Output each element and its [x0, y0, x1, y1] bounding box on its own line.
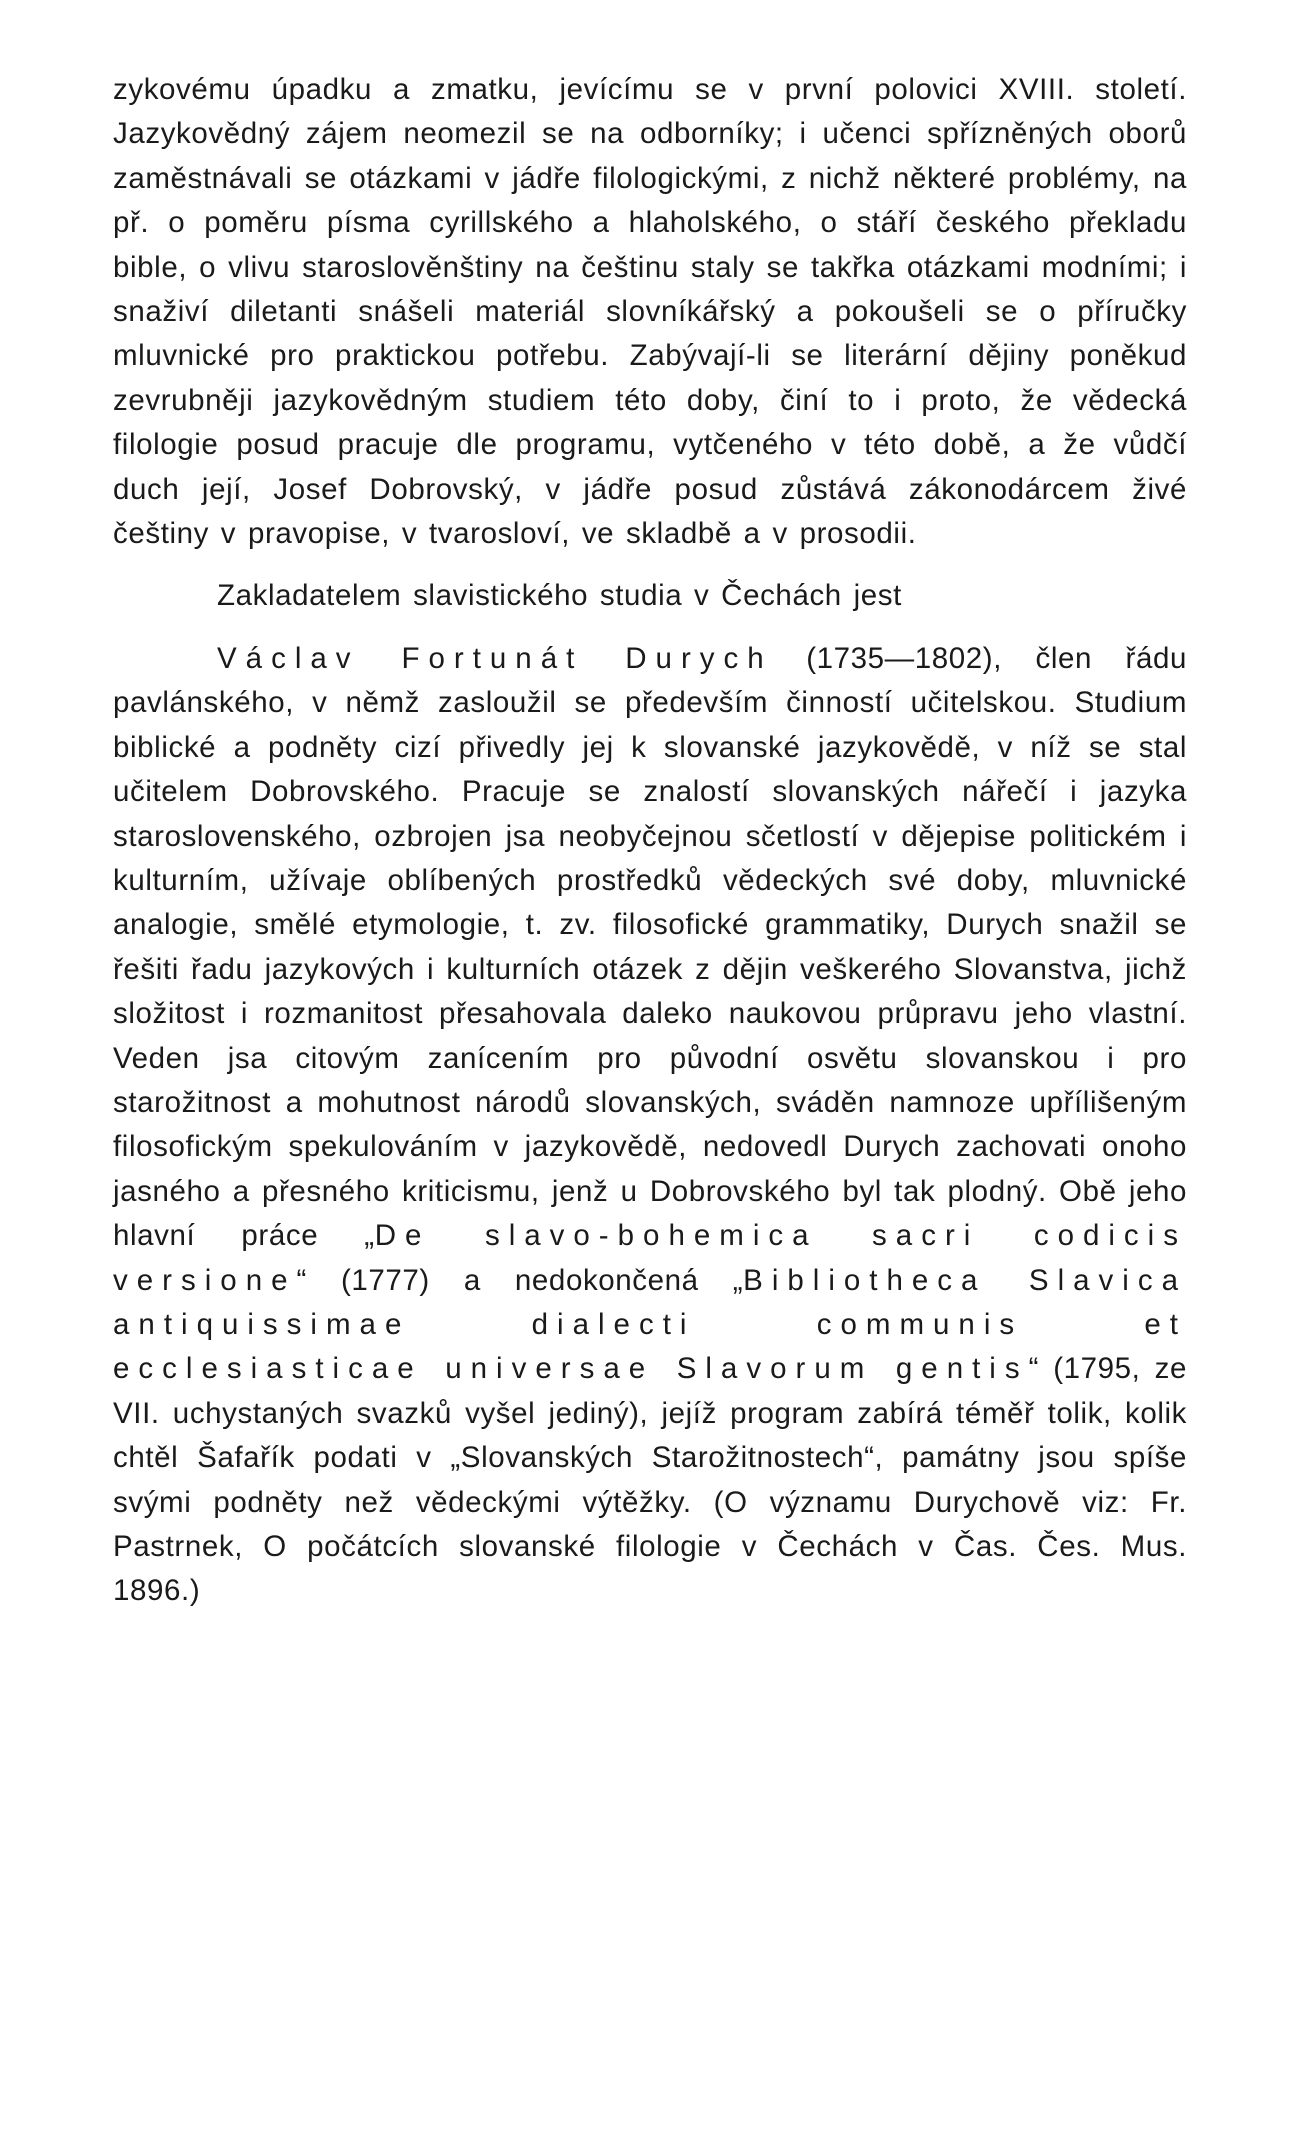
work-title-1: De slavo-bohemica sacri codicis versione: [113, 1219, 1187, 1297]
work-title-2: Bibliotheca Slavica antiquissimae dialecti communis et ecclesiasticae universae Slavorum gentis: [113, 1263, 1187, 1386]
paragraph-heading: [113, 574, 1187, 618]
durych-text-2: “ (1777) a nedokončená „: [296, 1263, 744, 1297]
author-name-spaced: Václav Fortunát Durych: [217, 641, 773, 675]
durych-text-3: “ (1795, ze VII. uchystaných svazků vyšel jediný), jejíž program zabírá téměř tolik, kolik chtěl Šafařík podati v „Slovanských Starožitnostech“, památny jsou spíše svými podněty než vědeckými výtěžky. (O významu Durychově viz: Fr. Pastrnek, O počátcích slovanské filologie v Čechách v Čas. Čes. Mus. 1896.): [113, 1352, 1187, 1608]
paragraph-intro: [113, 68, 1187, 556]
paragraph-durych: [113, 637, 1187, 1614]
heading-text: Zakladatelem slavistického studia v Čechách jest: [217, 579, 902, 613]
paragraph-intro-text: zykovému úpadku a zmatku, jevícímu se v první polovici XVIII. století. Jazykovědný zájem neomezil se na odborníky; i učenci spřízněných oborů zaměstnávali se otázkami v jádře filologickými, z nichž některé problémy, na př. o poměru písma cyrillského a hlaholského, o stáří českého překladu bible, o vlivu staroslověnštiny na češtinu staly se takřka otázkami modními; i snaživí diletanti snášeli materiál slovníkářský a pokoušeli se o příručky mluvnické pro praktickou potřebu. Zabývají-li se literární dějiny poněkud zevrubněji jazykovědným studiem této doby, činí to i proto, že vědecká filologie posud pracuje dle programu, vytčeného v této době, a že vůdčí duch její, Josef Dobrovský, v jádře posud zůstává zákonodárcem živé češtiny v pravopise, v tvarosloví, ve skladbě a v prosodii.: [113, 73, 1187, 551]
durych-text-1: (1735—1802), člen řádu pavlánského, v němž zasloužil se především činností učitelskou. Studium biblické a podněty cizí přivedly jej k slovanské jazykovědě, v níž se stal učitelem Dobrovského. Pracuje se znalostí slovanských nářečí i jazyka staroslovenského, ozbrojen jsa neobyčejnou sčetlostí v dějepise politickém i kulturním, užívaje oblíbených prostředků vědeckých své doby, mluvnické analogie, smělé etymologie, t. zv. filosofické grammatiky, Durych snažil se řešiti řadu jazykových i kulturních otázek z dějin veškerého Slovanstva, jichž složitost i rozmanitost přesahovala daleko naukovou průpravu jeho vlastní. Veden jsa citovým zanícením pro původní osvětu slovanskou i pro starožitnost a mohutnost národů slovanských, sváděn namnoze upřílišeným filosofickým spekulováním v jazykovědě, nedovedl Durych zachovati onoho jasného a přesného kriticismu, jenž u Dobrovského byl tak plodný. Obě jeho hlavní práce „: [113, 641, 1187, 1253]
document-page: [113, 68, 1187, 1614]
